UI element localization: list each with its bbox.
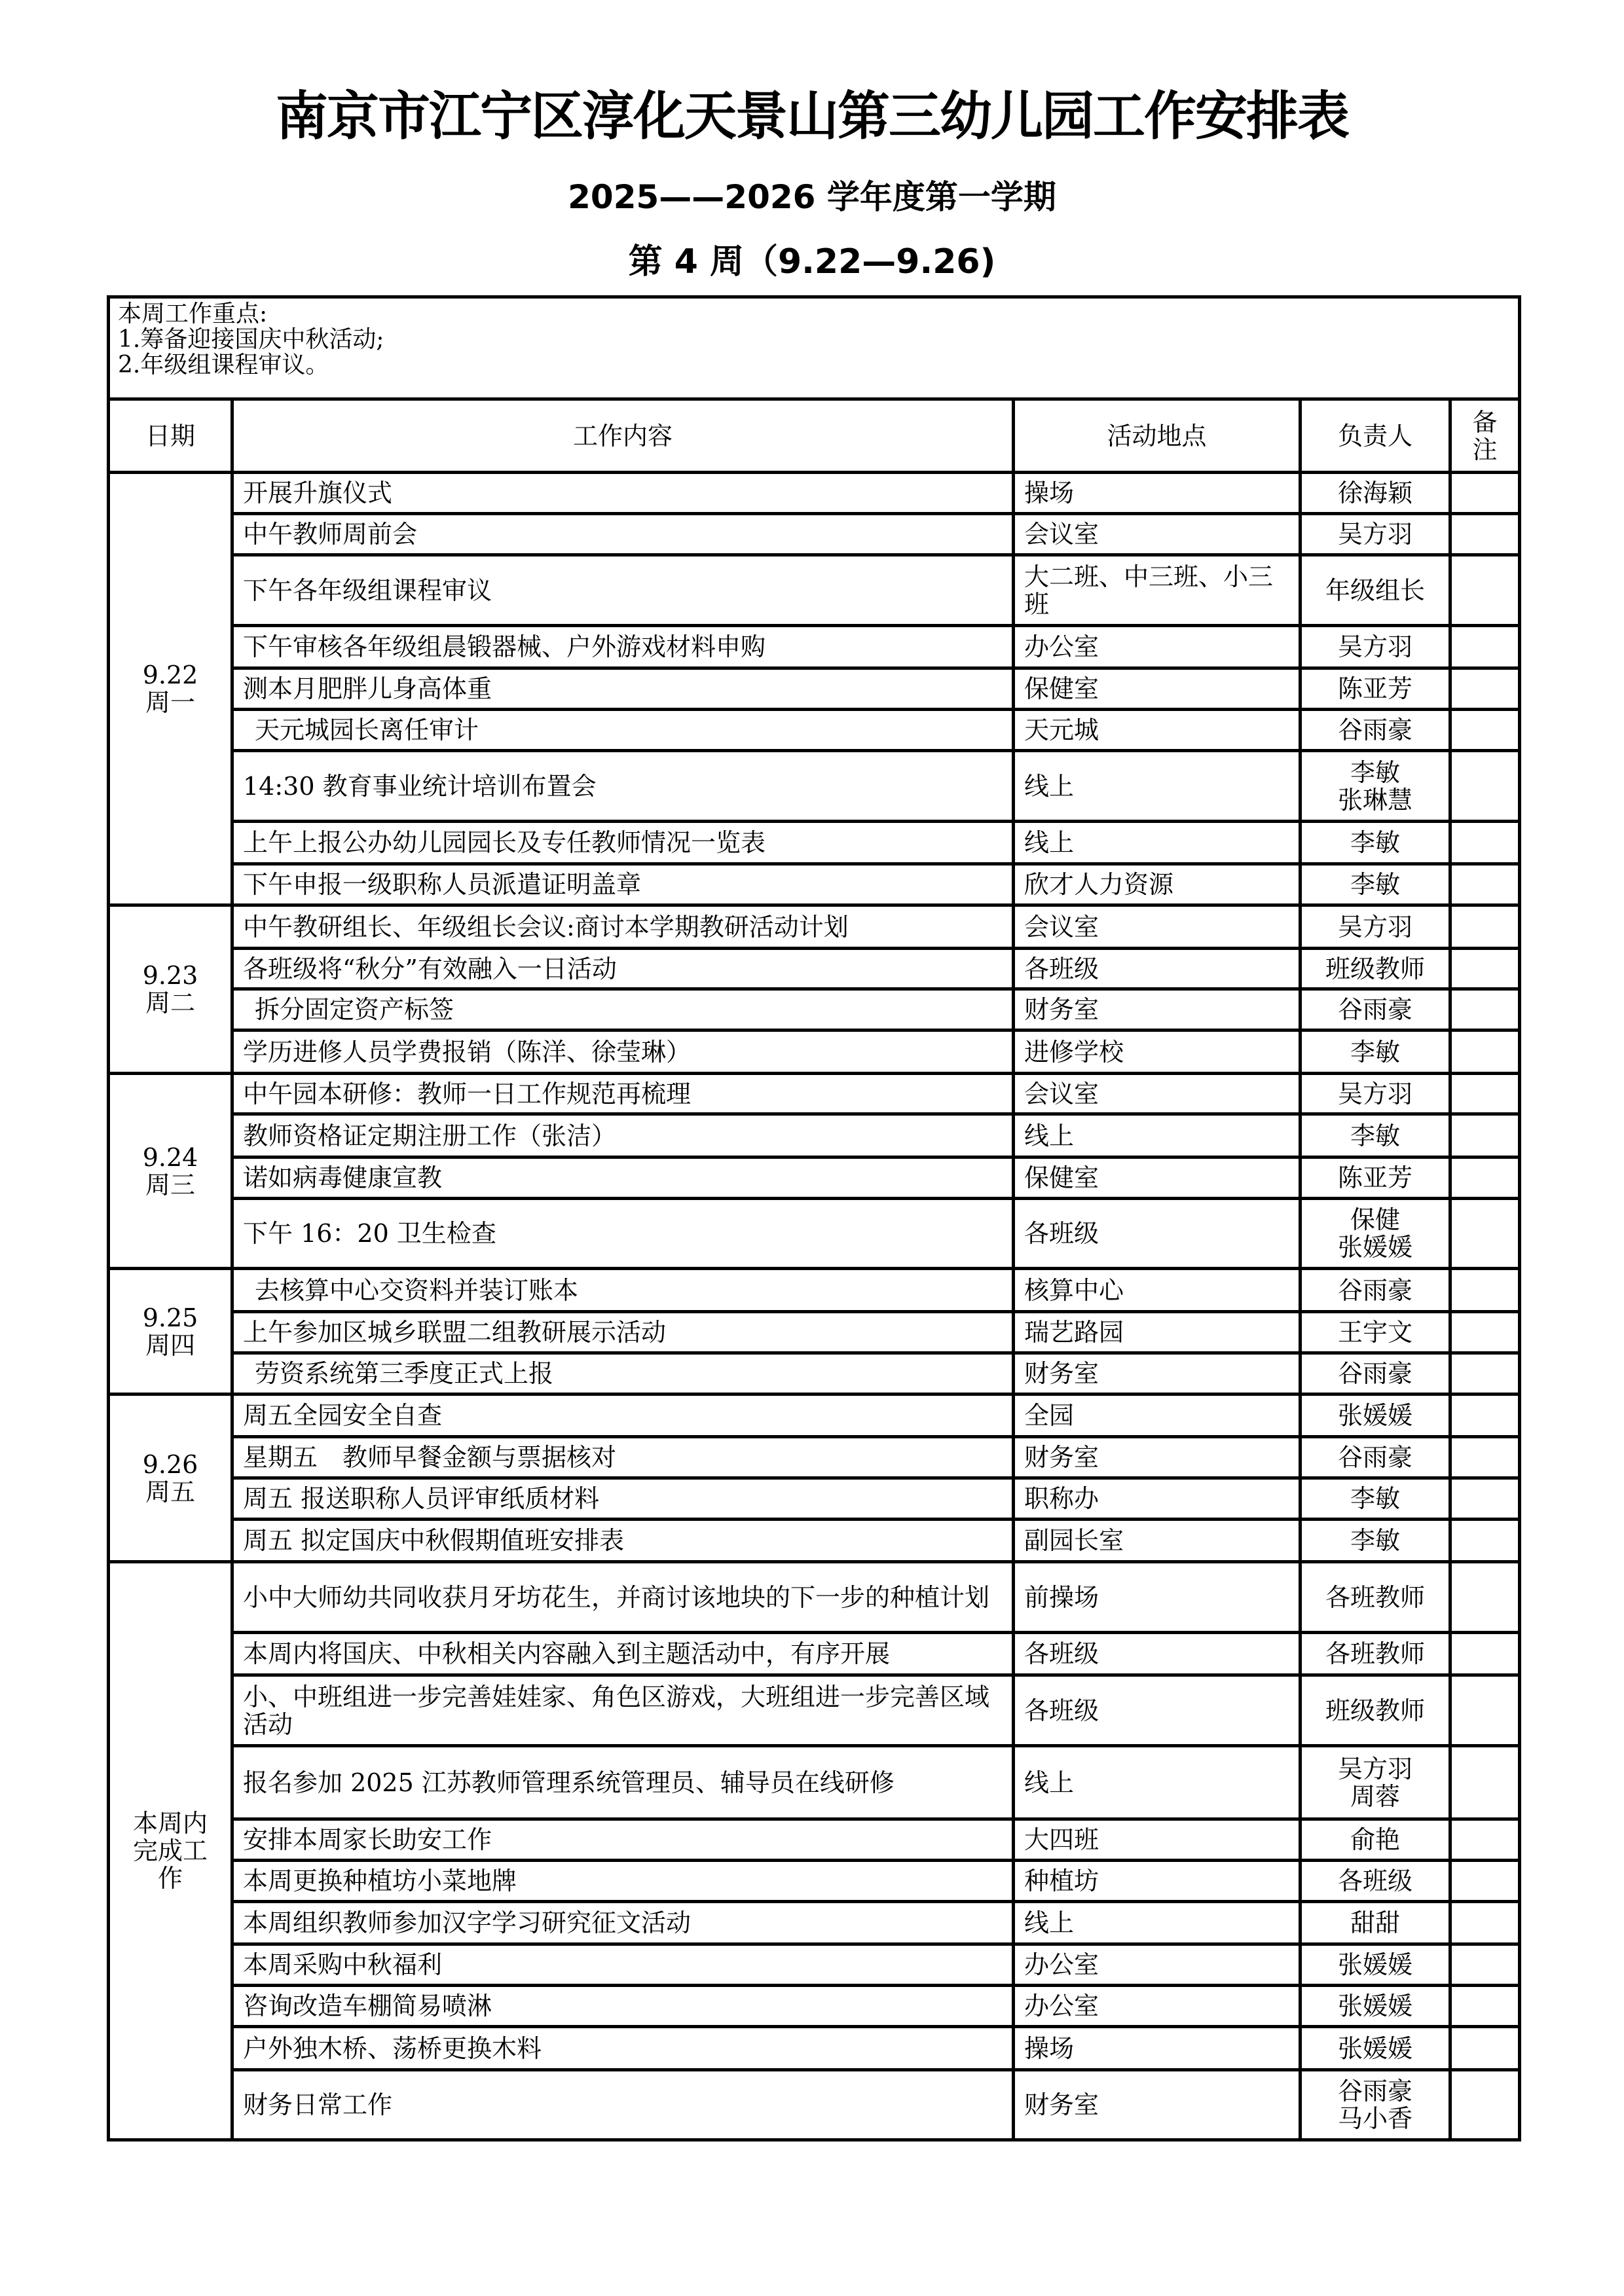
column-header-row <box>109 399 1520 473</box>
person-name: 张媛媛 <box>1337 2033 1412 2063</box>
work-content-cell: 下午 16：20 卫生检查 <box>232 1199 1014 1269</box>
person-cell <box>1301 555 1450 626</box>
work-content-cell: 本周采购中秋福利 <box>232 1944 1014 1986</box>
person-cell <box>1301 1902 1450 1944</box>
schedule-row <box>109 1562 1520 1633</box>
location-cell: 线上 <box>1014 1902 1301 1944</box>
location-cell: 操场 <box>1014 2027 1301 2070</box>
weekday-value: 周三 <box>145 1170 195 1199</box>
schedule-row <box>109 1944 1520 1986</box>
date-value: 9.25 <box>142 1303 198 1332</box>
date-value: 9.23 <box>142 961 198 990</box>
person-name: 俞艳 <box>1350 1825 1400 1854</box>
person-cell <box>1301 1675 1450 1746</box>
work-content-cell: 周五全园安全自查 <box>232 1394 1014 1437</box>
remark-cell <box>1450 1986 1520 2027</box>
remark-cell <box>1450 905 1520 949</box>
person-cell <box>1301 1633 1450 1675</box>
remark-cell <box>1450 1269 1520 1312</box>
schedule-row <box>109 1030 1520 1074</box>
location-cell: 进修学校 <box>1014 1030 1301 1074</box>
person-cell <box>1301 710 1450 751</box>
person-cell <box>1301 1353 1450 1394</box>
location-cell: 财务室 <box>1014 1437 1301 1478</box>
person-name: 吴方羽 <box>1337 520 1412 549</box>
location-cell: 副园长室 <box>1014 1520 1301 1562</box>
person-cell <box>1301 514 1450 555</box>
person-cell <box>1301 668 1450 710</box>
person-cell <box>1301 1944 1450 1986</box>
date-value: 9.24 <box>142 1142 198 1172</box>
person-cell <box>1301 1030 1450 1074</box>
location-cell: 保健室 <box>1014 1157 1301 1199</box>
location-cell: 职称办 <box>1014 1478 1301 1520</box>
work-content-cell: 开展升旗仪式 <box>232 473 1014 514</box>
person-name: 谷雨豪 <box>1337 1443 1412 1472</box>
location-cell: 线上 <box>1014 1746 1301 1819</box>
person-cell <box>1301 864 1450 905</box>
schedule-row <box>109 668 1520 710</box>
person-cell <box>1301 1199 1450 1269</box>
date-cell <box>109 1394 232 1562</box>
schedule-row <box>109 989 1520 1030</box>
person-name: 谷雨豪 <box>1337 995 1412 1024</box>
schedule-row <box>109 1675 1520 1746</box>
location-cell: 办公室 <box>1014 1944 1301 1986</box>
location-cell: 财务室 <box>1014 1353 1301 1394</box>
weekly-focus-cell <box>109 297 1520 399</box>
work-content-cell: 本周更换种植坊小菜地牌 <box>232 1861 1014 1902</box>
person-cell <box>1301 822 1450 864</box>
remark-cell <box>1450 1074 1520 1114</box>
person-name: 王宇文 <box>1337 1318 1412 1347</box>
location-cell: 各班级 <box>1014 1199 1301 1269</box>
remark-cell <box>1450 1353 1520 1394</box>
person-cell <box>1301 989 1450 1030</box>
schedule-row <box>109 710 1520 751</box>
person-name: 各班级 <box>1337 1867 1412 1895</box>
person-name: 张媛媛 <box>1337 1401 1412 1430</box>
remark-cell <box>1450 864 1520 905</box>
location-cell: 会议室 <box>1014 1074 1301 1114</box>
work-content-cell: 中午园本研修：教师一日工作规范再梳理 <box>232 1074 1014 1114</box>
remark-cell <box>1450 822 1520 864</box>
remark-cell <box>1450 1478 1520 1520</box>
column-header-content: 工作内容 <box>232 399 1014 473</box>
person-cell <box>1301 1986 1450 2027</box>
person-cell <box>1301 1520 1450 1562</box>
schedule-row <box>109 2027 1520 2070</box>
remark-cell <box>1450 1562 1520 1633</box>
person-cell <box>1301 1114 1450 1157</box>
weekday-value: 周二 <box>145 989 195 1017</box>
schedule-row <box>109 626 1520 668</box>
schedule-row <box>109 905 1520 949</box>
person-cell <box>1301 1746 1450 1819</box>
schedule-row <box>109 473 1520 514</box>
remark-cell <box>1450 1746 1520 1819</box>
location-cell: 办公室 <box>1014 1986 1301 2027</box>
person-name: 李敏 <box>1350 1484 1400 1513</box>
location-cell: 瑞艺路园 <box>1014 1312 1301 1353</box>
remark-cell <box>1450 1902 1520 1944</box>
person-cell <box>1301 473 1450 514</box>
date-cell <box>109 1074 232 1269</box>
column-header-date: 日期 <box>109 399 232 473</box>
remark-cell <box>1450 1199 1520 1269</box>
schedule-row <box>109 1746 1520 1819</box>
focus-item: 2.年级组课程审议。 <box>118 352 329 378</box>
remark-header-char: 注 <box>1472 435 1498 464</box>
location-cell: 办公室 <box>1014 626 1301 668</box>
person-name: 马小香 <box>1337 2104 1412 2133</box>
location-cell: 各班级 <box>1014 1675 1301 1746</box>
person-name: 李敏 <box>1350 828 1400 857</box>
work-content-cell: 星期五 教师早餐金额与票据核对 <box>232 1437 1014 1478</box>
person-name: 吴方羽 <box>1337 912 1412 941</box>
person-name: 甜甜 <box>1350 1908 1400 1937</box>
schedule-row <box>109 1819 1520 1861</box>
location-cell: 操场 <box>1014 473 1301 514</box>
term-subtitle: 2025——2026 学年度第一学期 <box>568 178 1056 216</box>
person-name: 李敏 <box>1350 757 1400 787</box>
schedule-row <box>109 822 1520 864</box>
person-name: 周蓉 <box>1350 1781 1400 1811</box>
work-content-cell: 下午审核各年级组晨锻器械、户外游戏材料申购 <box>232 626 1014 668</box>
week-label: 第 4 周（9.22—9.26) <box>628 242 996 282</box>
schedule-row <box>109 1157 1520 1199</box>
person-name: 李敏 <box>1350 1037 1400 1066</box>
remark-cell <box>1450 2070 1520 2140</box>
date-cell <box>109 1562 232 2140</box>
location-cell: 线上 <box>1014 751 1301 822</box>
person-cell <box>1301 1074 1450 1114</box>
person-name: 保健 <box>1350 1205 1400 1234</box>
location-cell: 各班级 <box>1014 949 1301 989</box>
schedule-row <box>109 1114 1520 1157</box>
schedule-row <box>109 1353 1520 1394</box>
schedule-row <box>109 1394 1520 1437</box>
remark-cell <box>1450 668 1520 710</box>
person-name: 陈亚芳 <box>1337 674 1412 703</box>
person-cell <box>1301 1394 1450 1437</box>
remark-cell <box>1450 1157 1520 1199</box>
work-content-cell: 本周组织教师参加汉字学习研究征文活动 <box>232 1902 1014 1944</box>
person-name: 陈亚芳 <box>1337 1163 1412 1192</box>
work-content-cell: 小中大师幼共同收获月牙坊花生，并商讨该地块的下一步的种植计划 <box>232 1562 1014 1633</box>
schedule-row <box>109 1520 1520 1562</box>
person-name: 吴方羽 <box>1337 1079 1412 1108</box>
person-cell <box>1301 1478 1450 1520</box>
remark-cell <box>1450 1030 1520 1074</box>
schedule-row <box>109 1861 1520 1902</box>
remark-cell <box>1450 473 1520 514</box>
work-content-cell: 下午各年级组课程审议 <box>232 555 1014 626</box>
location-cell: 会议室 <box>1014 905 1301 949</box>
remark-cell <box>1450 1394 1520 1437</box>
schedule-row <box>109 1437 1520 1478</box>
page-title: 南京市江宁区淳化天景山第三幼儿园工作安排表 <box>276 86 1348 147</box>
location-cell: 各班级 <box>1014 1633 1301 1675</box>
work-content-cell: 诺如病毒健康宣教 <box>232 1157 1014 1199</box>
date-cell <box>109 905 232 1074</box>
work-content-cell: 劳资系统第三季度正式上报 <box>232 1353 1014 1394</box>
location-cell: 财务室 <box>1014 2070 1301 2140</box>
location-cell: 前操场 <box>1014 1562 1301 1633</box>
person-cell <box>1301 949 1450 989</box>
location-cell: 会议室 <box>1014 514 1301 555</box>
location-cell: 大二班、中三班、小三班 <box>1014 555 1301 626</box>
schedule-row <box>109 1478 1520 1520</box>
person-name: 张媛媛 <box>1337 1233 1412 1262</box>
work-content-cell: 学历进修人员学费报销（陈洋、徐莹琳） <box>232 1030 1014 1074</box>
focus-row <box>109 297 1520 399</box>
work-content-cell: 中午教师周前会 <box>232 514 1014 555</box>
location-cell: 天元城 <box>1014 710 1301 751</box>
location-cell: 核算中心 <box>1014 1269 1301 1312</box>
person-cell <box>1301 1819 1450 1861</box>
person-cell <box>1301 1861 1450 1902</box>
date-value: 9.22 <box>142 661 198 689</box>
person-cell <box>1301 1312 1450 1353</box>
remark-cell <box>1450 1861 1520 1902</box>
work-content-cell: 小、中班组进一步完善娃娃家、角色区游戏，大班组进一步完善区域活动 <box>232 1675 1014 1746</box>
work-content-cell: 去核算中心交资料并装订账本 <box>232 1269 1014 1312</box>
schedule-row <box>109 555 1520 626</box>
remark-cell <box>1450 1312 1520 1353</box>
person-name: 谷雨豪 <box>1337 2077 1412 2105</box>
date-cell <box>109 1269 232 1394</box>
person-name: 李敏 <box>1350 1121 1400 1150</box>
person-name: 吴方羽 <box>1337 632 1412 661</box>
work-content-cell: 上午上报公办幼儿园园长及专任教师情况一览表 <box>232 822 1014 864</box>
remark-header-char: 备 <box>1472 407 1498 437</box>
work-content-cell: 拆分固定资产标签 <box>232 989 1014 1030</box>
person-cell <box>1301 626 1450 668</box>
remark-cell <box>1450 949 1520 989</box>
remark-cell <box>1450 2027 1520 2070</box>
schedule-row <box>109 1986 1520 2027</box>
section-label: 本周内完成工作 <box>132 1809 208 1893</box>
person-name: 张媛媛 <box>1337 1992 1412 2020</box>
work-content-cell: 咨询改造车棚简易喷淋 <box>232 1986 1014 2027</box>
location-cell: 大四班 <box>1014 1819 1301 1861</box>
location-cell: 欣才人力资源 <box>1014 864 1301 905</box>
weekday-value: 周四 <box>145 1330 195 1360</box>
work-content-cell: 天元城园长离任审计 <box>232 710 1014 751</box>
work-content-cell: 安排本周家长助安工作 <box>232 1819 1014 1861</box>
person-name: 吴方羽 <box>1337 1754 1412 1783</box>
remark-cell <box>1450 751 1520 822</box>
remark-cell <box>1450 1633 1520 1675</box>
schedule-row <box>109 2070 1520 2140</box>
person-cell <box>1301 1437 1450 1478</box>
remark-cell <box>1450 1675 1520 1746</box>
person-cell <box>1301 751 1450 822</box>
remark-cell <box>1450 989 1520 1030</box>
work-content-cell: 周五 报送职称人员评审纸质材料 <box>232 1478 1014 1520</box>
remark-cell <box>1450 1437 1520 1478</box>
weekday-value: 周一 <box>145 688 195 717</box>
work-content-cell: 户外独木桥、荡桥更换木料 <box>232 2027 1014 2070</box>
person-cell <box>1301 2027 1450 2070</box>
person-name: 谷雨豪 <box>1337 1359 1412 1388</box>
focus-item: 1.筹备迎接国庆中秋活动; <box>118 326 384 353</box>
work-content-cell: 14:30 教育事业统计培训布置会 <box>232 751 1014 822</box>
location-cell: 财务室 <box>1014 989 1301 1030</box>
schedule-row <box>109 1902 1520 1944</box>
column-header-person: 负责人 <box>1301 399 1450 473</box>
person-name: 各班教师 <box>1325 1639 1425 1668</box>
work-content-cell: 各班级将“秋分”有效融入一日活动 <box>232 949 1014 989</box>
person-cell <box>1301 1269 1450 1312</box>
work-content-cell: 中午教研组长、年级组长会议:商讨本学期教研活动计划 <box>232 905 1014 949</box>
date-cell <box>109 473 232 905</box>
work-content-cell: 本周内将国庆、中秋相关内容融入到主题活动中，有序开展 <box>232 1633 1014 1675</box>
work-content-cell: 上午参加区城乡联盟二组教研展示活动 <box>232 1312 1014 1353</box>
work-content-cell: 报名参加 2025 江苏教师管理系统管理员、辅导员在线研修 <box>232 1746 1014 1819</box>
person-name: 班级教师 <box>1325 1696 1425 1725</box>
person-name: 李敏 <box>1350 870 1400 899</box>
person-name: 各班教师 <box>1325 1582 1425 1612</box>
location-cell: 种植坊 <box>1014 1861 1301 1902</box>
remark-cell <box>1450 1819 1520 1861</box>
location-cell: 全园 <box>1014 1394 1301 1437</box>
schedule-row <box>109 1199 1520 1269</box>
remark-cell <box>1450 1944 1520 1986</box>
person-name: 谷雨豪 <box>1337 1275 1412 1305</box>
schedule-row <box>109 1633 1520 1675</box>
schedule-row <box>109 514 1520 555</box>
focus-heading: 本周工作重点: <box>118 301 268 327</box>
weekday-value: 周五 <box>145 1477 195 1506</box>
remark-cell <box>1450 1114 1520 1157</box>
person-name: 班级教师 <box>1325 954 1425 983</box>
person-name: 张琳慧 <box>1337 785 1412 814</box>
work-content-cell: 教师资格证定期注册工作（张洁） <box>232 1114 1014 1157</box>
column-header-remark <box>1450 399 1520 473</box>
location-cell: 线上 <box>1014 1114 1301 1157</box>
work-content-cell: 财务日常工作 <box>232 2070 1014 2140</box>
person-cell <box>1301 1562 1450 1633</box>
person-cell <box>1301 905 1450 949</box>
column-header-location: 活动地点 <box>1014 399 1301 473</box>
person-name: 徐海颖 <box>1337 479 1412 507</box>
person-name: 年级组长 <box>1325 575 1425 605</box>
schedule-row <box>109 864 1520 905</box>
work-content-cell: 下午申报一级职称人员派遣证明盖章 <box>232 864 1014 905</box>
remark-cell <box>1450 555 1520 626</box>
schedule-table <box>107 295 1521 2141</box>
schedule-row <box>109 1269 1520 1312</box>
schedule-row <box>109 751 1520 822</box>
schedule-row <box>109 949 1520 989</box>
work-content-cell: 周五 拟定国庆中秋假期值班安排表 <box>232 1520 1014 1562</box>
person-name: 李敏 <box>1350 1526 1400 1555</box>
work-content-cell: 测本月肥胖儿身高体重 <box>232 668 1014 710</box>
schedule-row <box>109 1074 1520 1114</box>
remark-cell <box>1450 710 1520 751</box>
person-cell <box>1301 2070 1450 2140</box>
remark-cell <box>1450 1520 1520 1562</box>
location-cell: 保健室 <box>1014 668 1301 710</box>
date-value: 9.26 <box>142 1449 198 1479</box>
person-name: 张媛媛 <box>1337 1950 1412 1979</box>
person-name: 谷雨豪 <box>1337 716 1412 744</box>
schedule-row <box>109 1312 1520 1353</box>
remark-cell <box>1450 514 1520 555</box>
remark-cell <box>1450 626 1520 668</box>
location-cell: 线上 <box>1014 822 1301 864</box>
person-cell <box>1301 1157 1450 1199</box>
